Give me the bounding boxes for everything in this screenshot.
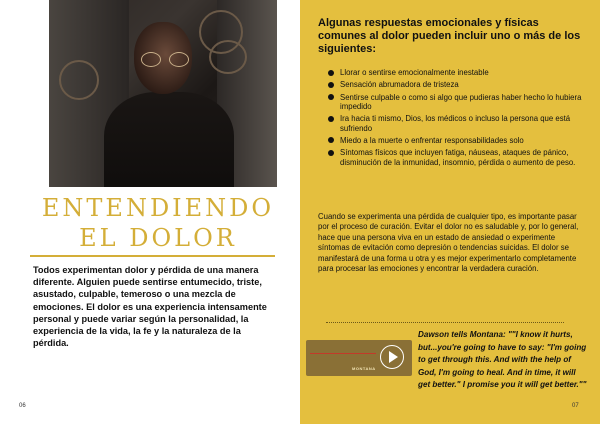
list-item: Miedo a la muerte o enfrentar responsabilidades solo bbox=[328, 136, 583, 145]
bullet-dot-icon bbox=[328, 70, 334, 76]
title-line-1: ENTENDIENDO bbox=[41, 194, 275, 222]
video-thumbnail[interactable] bbox=[306, 340, 412, 376]
list-item: Sensación abrumadora de tristeza bbox=[328, 80, 583, 89]
bullet-dot-icon bbox=[328, 94, 334, 100]
list-item: Sentirse culpable o como si algo que pudieras haber hecho lo hubiera impedido bbox=[328, 93, 583, 111]
bullet-dot-icon bbox=[328, 137, 334, 143]
right-page bbox=[300, 0, 600, 424]
play-icon[interactable] bbox=[380, 345, 404, 369]
list-item: Síntomas físicos que incluyen fatiga, náuseas, ataques de pánico, disminución de la inmunidad, insomnio, pérdida o aumento de peso. bbox=[328, 148, 583, 166]
portrait-photo bbox=[49, 0, 277, 187]
title-line-2: EL DOLOR bbox=[79, 224, 237, 252]
list-item: Ira hacia ti mismo, Dios, los médicos o incluso la persona que está sufriendo bbox=[328, 114, 583, 132]
quote-divider bbox=[326, 322, 564, 323]
healing-paragraph: Cuando se experimenta una pérdida de cualquier tipo, es importante pasar por el proceso de curación. Evitar el dolor no es saludable y, por lo general, hace que una persona viva en un estado de ansiedad o experimente síntomas de evitación como depresión o tendencias suicidas. El dolor se manifestará de una forma u otra y es mejor experimentarlo completamente para procesar las emociones y encontrar la verdadera curación. bbox=[318, 212, 579, 274]
responses-heading: Algunas respuestas emocionales y físicas comunes al dolor pueden incluir uno o más de los siguientes: bbox=[318, 17, 581, 55]
page-number-left: 06 bbox=[19, 403, 26, 409]
video-accent-line bbox=[310, 353, 376, 354]
page-number-right: 07 bbox=[572, 403, 579, 409]
page-title bbox=[24, 193, 292, 253]
video-label: MONTANA bbox=[352, 366, 376, 371]
title-divider bbox=[30, 255, 275, 257]
bullet-dot-icon bbox=[328, 82, 334, 88]
bullet-dot-icon bbox=[328, 116, 334, 122]
intro-paragraph: Todos experimentan dolor y pérdida de una manera diferente. Alguien puede sentirse entumecido, triste, asustado, culpable, temeroso o una mezcla de emociones. El dolor es una experiencia intensamente personal y puede variar según la personalidad, la experiencia de la vida, la fe y la naturaleza de la pérdida. bbox=[33, 265, 267, 349]
bullet-dot-icon bbox=[328, 150, 334, 156]
responses-list bbox=[328, 68, 583, 170]
quote-text: Dawson tells Montana: ""I know it hurts, but...you're going to have to say: "I'm going to get through this. And with the help of God, I'm going to heal. And in time, it will get better." I promise you it will get better."" bbox=[418, 330, 587, 390]
list-item: Llorar o sentirse emocionalmente inestable bbox=[328, 68, 583, 77]
